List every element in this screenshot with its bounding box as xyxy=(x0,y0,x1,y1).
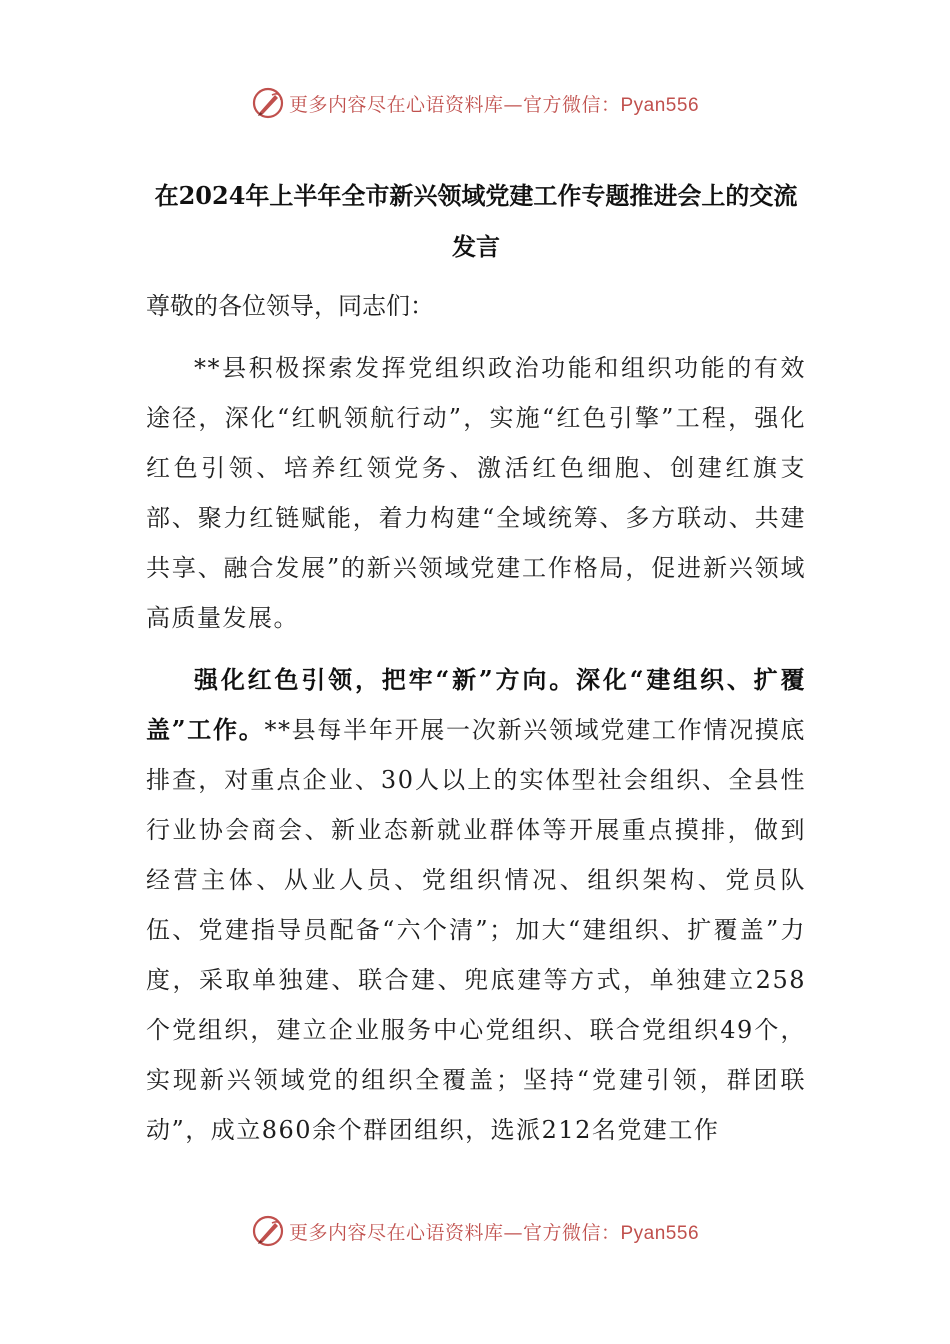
watermark-slogan: 更多内容尽在心语资料库—官方微信： xyxy=(288,1221,621,1244)
quill-logo-icon xyxy=(251,86,285,120)
section-heading: 强化红色引领，把牢“新”方向。深化“建组织、扩覆盖”工作。 xyxy=(146,665,806,744)
watermark-text xyxy=(289,1218,699,1245)
header-watermark xyxy=(0,83,950,123)
paragraph-text: **县每半年开展一次新兴领域党建工作情况摸底排查，对重点企业、30人以上的实体型社会组织、全县性行业协会商会、新业态新就业群体等开展重点摸排，做到经营主体、从业人员、党组织情况、组织架构、党员队伍、党建指导员配备“六个清”；加大“建组织、扩覆盖”力度，采取单独建、联合建、兜底建等方式，单独建立258个党组织，建立企业服务中心党组织、联合党组织49个，实现新兴领域党的组织全覆盖；坚持“党建引领，群团联动”，成立860余个群团组织，选派212名党建工作 xyxy=(146,716,807,1144)
paragraph-text: **县积极探索发挥党组织政治功能和组织功能的有效途径，深化“红帆领航行动”，实施“红色引擎”工程，强化红色引领、培养红领党务、激活红色细胞、创建红旗支部、聚力红链赋能，着力构建“全域统筹、多方联动、共建共享、融合发展”的新兴领域党建工作格局，促进新兴领域高质量发展。 xyxy=(146,354,806,632)
quill-logo-icon xyxy=(251,1214,285,1248)
footer-watermark xyxy=(0,1211,950,1251)
watermark-text xyxy=(289,90,699,117)
paragraph-section-1 xyxy=(146,655,806,1155)
document-body xyxy=(146,343,806,1167)
salutation: 尊敬的各位领导，同志们： xyxy=(146,292,434,320)
watermark-wechat-id: Pyan556 xyxy=(620,1222,700,1244)
watermark-slogan: 更多内容尽在心语资料库—官方微信： xyxy=(288,93,621,116)
page-title: 在2024年上半年全市新兴领域党建工作专题推进会上的交流发言 xyxy=(154,181,798,261)
watermark-wechat-id: Pyan556 xyxy=(620,94,700,116)
paragraph-intro xyxy=(146,343,806,643)
